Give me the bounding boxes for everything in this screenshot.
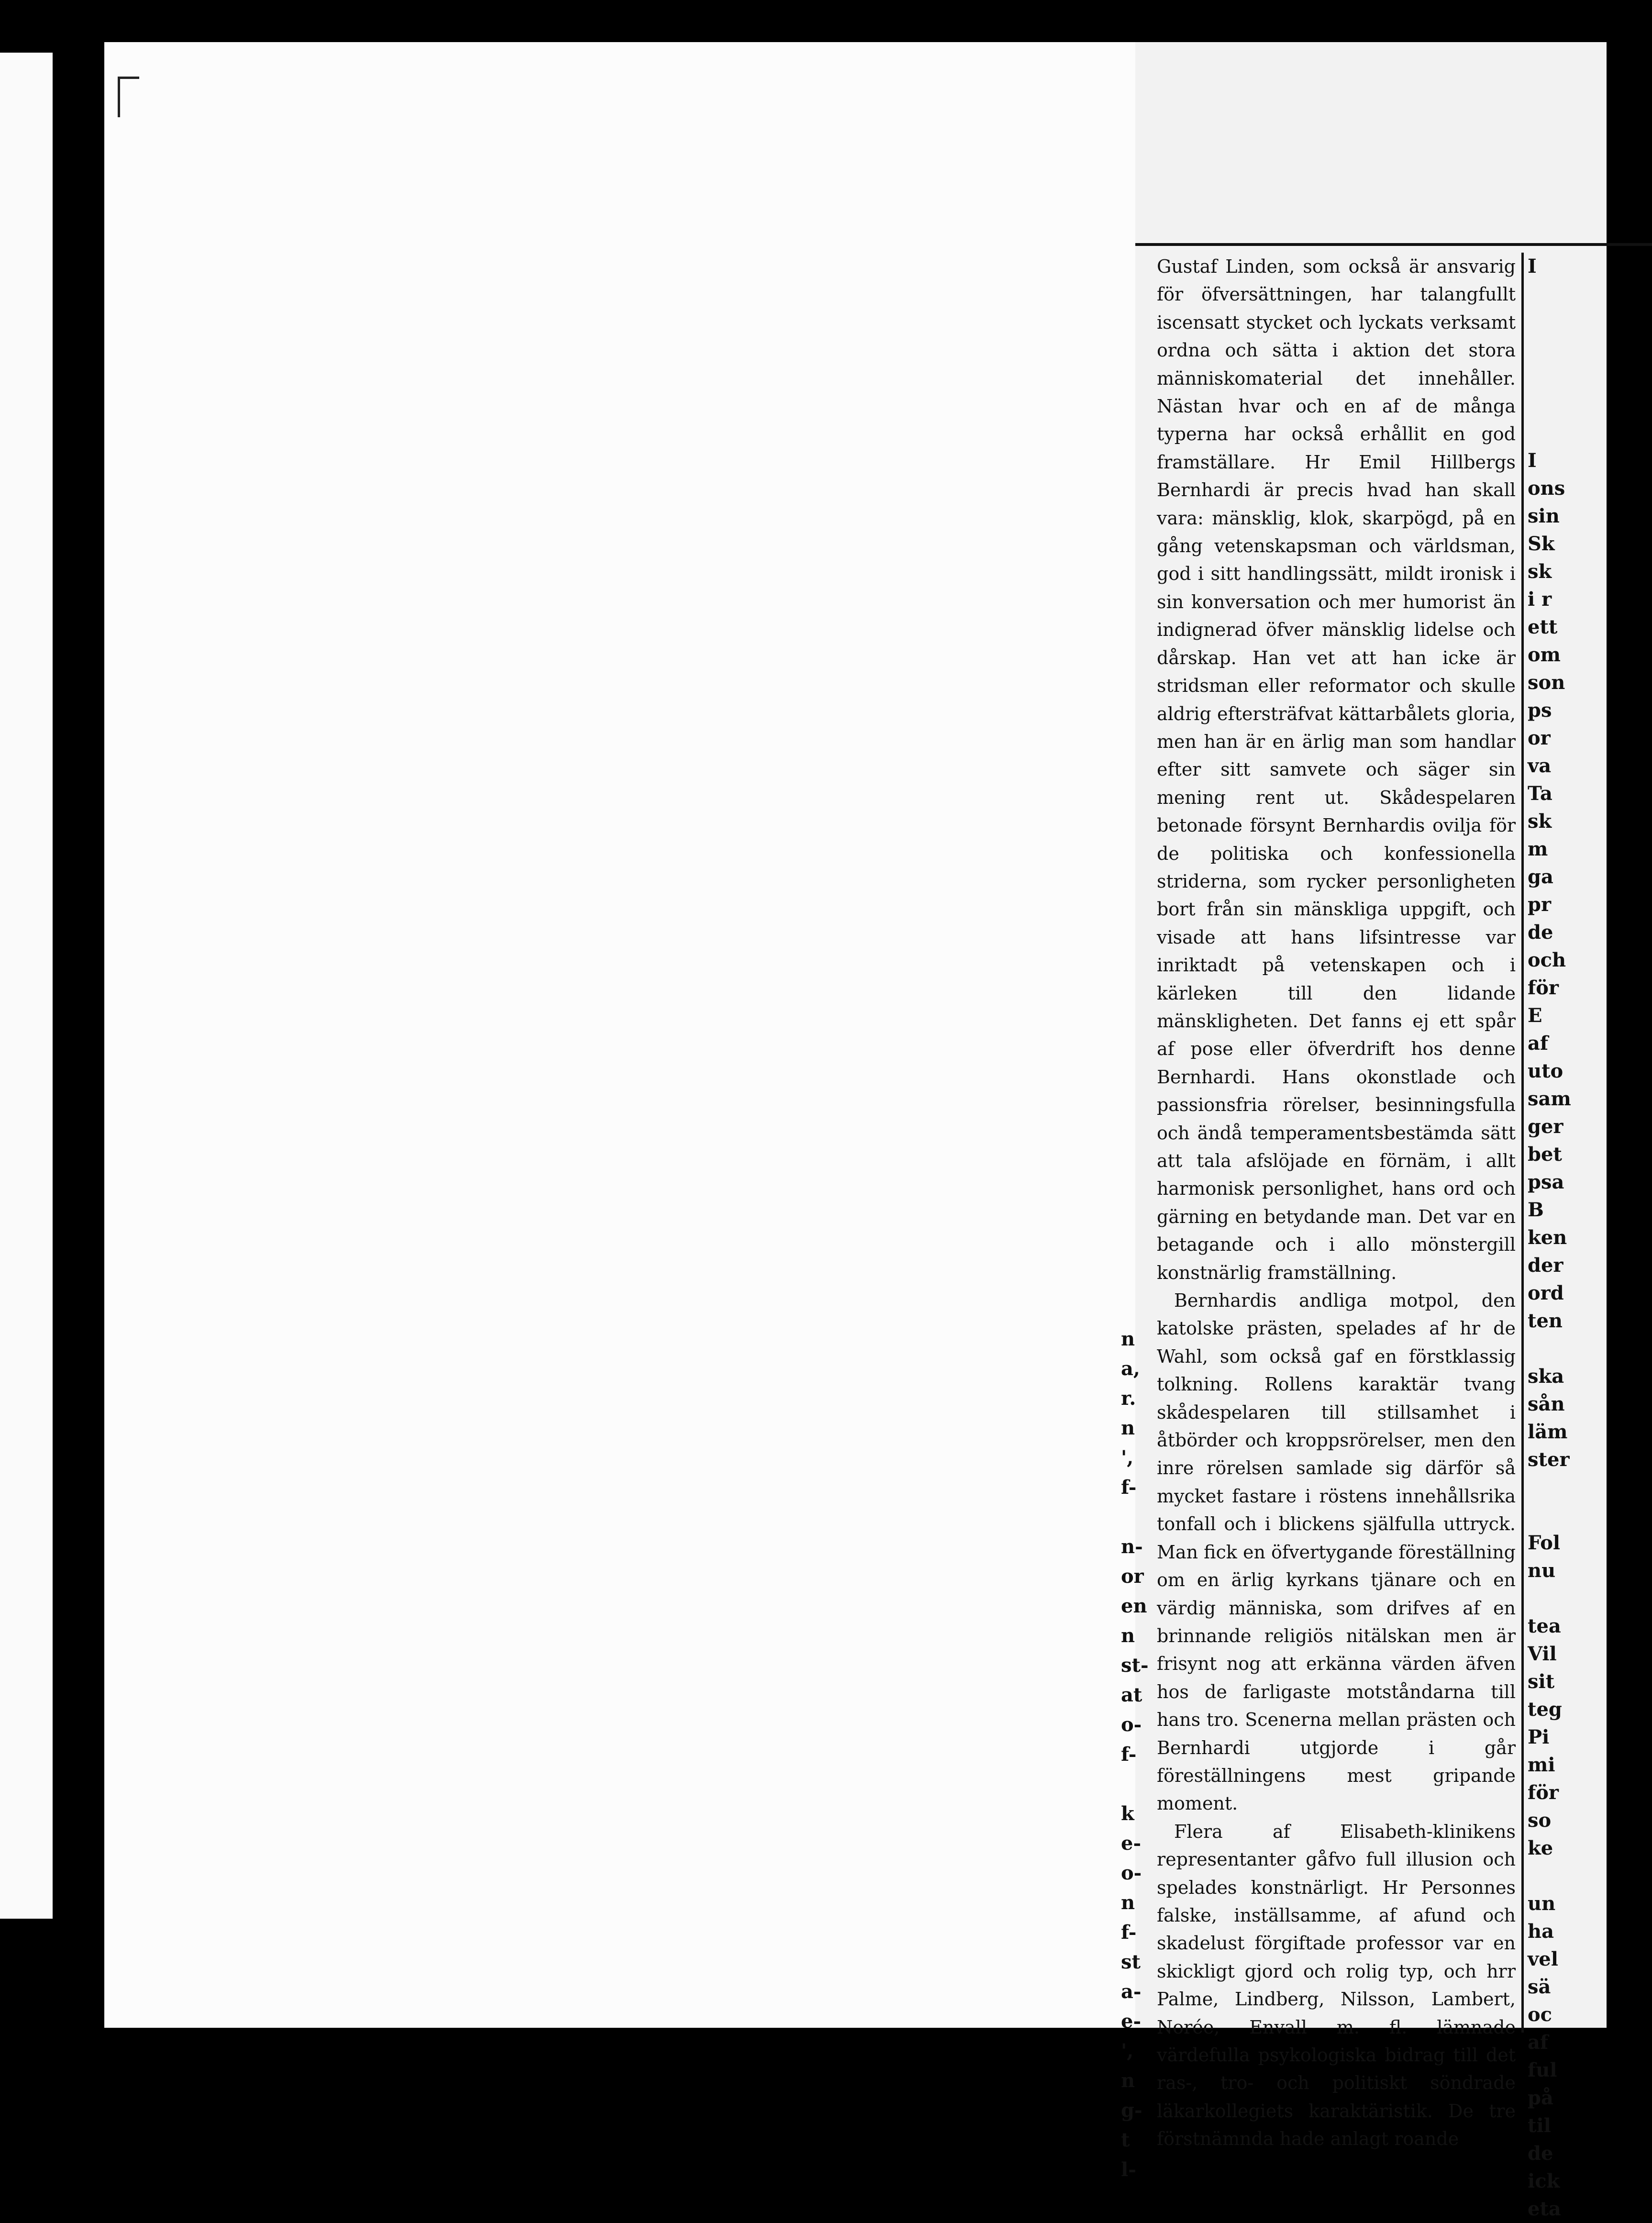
- right-fragment-line: eta: [1528, 2198, 1561, 2220]
- left-column-fragment: [1121, 1324, 1150, 2181]
- left-fragment-line: g-: [1121, 2099, 1142, 2122]
- right-fragment-line: sit: [1528, 1670, 1555, 1693]
- right-fragment-line: [1528, 280, 1590, 308]
- right-fragment-line: der: [1528, 1254, 1563, 1277]
- right-fragment-line: psa: [1528, 1171, 1564, 1193]
- right-fragment-line: ger: [1528, 1115, 1563, 1138]
- left-fragment-line: ',: [1121, 2040, 1134, 2062]
- right-fragment-line: ga: [1528, 866, 1553, 888]
- right-fragment-line: [1528, 391, 1590, 419]
- right-fragment-line: för: [1528, 977, 1559, 999]
- right-fragment-line: I: [1528, 255, 1537, 278]
- left-fragment-line: f-: [1121, 1743, 1137, 1766]
- right-fragment-line: va: [1528, 755, 1552, 777]
- adjacent-sheet-edge: [0, 53, 53, 1919]
- right-fragment-line: ful: [1528, 2059, 1557, 2081]
- right-fragment-line: i r: [1528, 588, 1552, 611]
- right-fragment-line: teg: [1528, 1698, 1562, 1721]
- right-fragment-line: af: [1528, 1032, 1549, 1055]
- left-fragment-line: e-: [1121, 2010, 1142, 2033]
- right-fragment-line: vel: [1528, 1948, 1558, 1970]
- right-fragment-line: ord: [1528, 1282, 1564, 1304]
- right-fragment-line: ons: [1528, 477, 1565, 500]
- left-fragment-line: st-: [1121, 1654, 1149, 1677]
- article-paragraph-1: Gustaf Linden, som också är ansvarig för öfversättningen, har talangfullt iscensatt stycket och lyckats verksamt ordna och sätta i aktion det stora människomaterial det innehåller. Nästan hvar och en af de många typerna har också erhållit en god framställare. Hr Emil Hillbergs Bernhardi är precis hvad han skall vara: mänsklig, klok, skarpögd, på en gång vetenskapsman och världsman, god i sitt handlingssätt, mildt ironisk i sin konversation och mer humorist än indignerad öfver mänsklig lidelse och dårskap. Han vet att han icke är stridsman eller reformator och skulle aldrig eftersträfvat kättarbålets gloria, men han är en ärlig man som handlar efter sitt samvete och säger sin mening rent ut. Skådespelaren betonade försynt Bernhardis ovilja för de politiska och konfessionella striderna, som rycker personligheten bort från sin mänskliga uppgift, och visade att hans lifsintresse var inriktadt på vetenskapen och i kärleken till den lidande mänskligheten. Det fanns ej ett spår af pose eller öfverdrift hos denne Bernhardi. Hans okonstlade och passionsfria rörelser, besinningsfulla och ändå temperamentsbestämda sätt att tala afslöjade en förnäm, i allt harmonisk personlighet, hans ord och gärning en betydande man. Det var en betagande och i allo mönstergill konstnärlig framställning.: [1157, 256, 1516, 1283]
- left-fragment-line: [1121, 1769, 1150, 1799]
- left-fragment-line: f-: [1121, 1476, 1137, 1499]
- article-column: [1157, 253, 1524, 2150]
- right-fragment-line: sä: [1528, 1976, 1551, 1998]
- left-fragment-line: a-: [1121, 1980, 1142, 2003]
- right-fragment-line: [1528, 308, 1590, 336]
- right-fragment-line: Vil: [1528, 1643, 1557, 1665]
- right-fragment-line: sin: [1528, 505, 1560, 527]
- left-fragment-line: a,: [1121, 1357, 1140, 1380]
- right-fragment-line: sån: [1528, 1393, 1565, 1415]
- right-fragment-line: mi: [1528, 1754, 1555, 1776]
- left-fragment-line: n: [1121, 2069, 1135, 2092]
- left-fragment-line: ',: [1121, 1446, 1134, 1469]
- article-paragraph-2: Bernhardis andliga motpol, den katolske prästen, spelades af hr de Wahl, som också gaf en förstklassig tolkning. Rollens karaktär tvang skådespelaren till stillsamhet i åtbörder och kroppsrörelser, men den inre rörelsen samlade sig därför så mycket fastare i röstens innehållsrika tonfall och i blickens själfulla uttryck. Man fick en öfvertygande föreställning om en ärlig kyrkans tjänare och en värdig människa, som drifves af en brinnande religiös nitälskan men är frisynt nog att erkänna värden äfven hos de farligaste motståndarna till hans tro. Scenerna mellan prästen och Bernhardi utgjorde i går föreställningens mest gripande moment.: [1157, 1290, 1516, 1814]
- right-column-fragment: [1528, 253, 1590, 2220]
- left-fragment-line: n: [1121, 1891, 1135, 1914]
- right-fragment-line: om: [1528, 644, 1561, 666]
- right-fragment-line: [1528, 1501, 1590, 1529]
- right-fragment-line: ett: [1528, 616, 1558, 638]
- left-fragment-line: o-: [1121, 1862, 1142, 1884]
- right-fragment-line: B: [1528, 1199, 1544, 1221]
- left-fragment-line: st: [1121, 1951, 1141, 1973]
- column-top-rule: [1135, 243, 1652, 246]
- right-fragment-line: tea: [1528, 1615, 1561, 1637]
- left-fragment-line: en: [1121, 1595, 1147, 1617]
- right-fragment-line: [1528, 1585, 1590, 1612]
- left-fragment-line: k: [1121, 1802, 1134, 1825]
- scanned-page: [104, 42, 1607, 2220]
- article-paragraph-3: Flera af Elisabeth-klinikens representanter gåfvo full illusion och spelades konstnärligt. Hr Personnes falske, inställsamme, af afund och skadelust förgiftade professor var en skickligt gjord och rolig typ, och hrr Palme, Lindberg, Nilsson, Lambert, Norée, Envall m. fl. lämnade värdefulla psykologiska bidrag till det ras-, tro- och politiskt söndrade läkarkollegiets karaktäristik. De tre förstnämnda hade anlagt roande: [1157, 1821, 1516, 2150]
- right-fragment-line: un: [1528, 1892, 1556, 1915]
- right-fragment-line: bet: [1528, 1143, 1562, 1166]
- left-fragment-line: l-: [1121, 2158, 1136, 2181]
- right-fragment-line: I: [1528, 449, 1537, 472]
- right-fragment-line: sam: [1528, 1088, 1571, 1110]
- right-fragment-line: ster: [1528, 1448, 1570, 1471]
- right-fragment-line: son: [1528, 671, 1565, 694]
- right-fragment-line: til: [1528, 2114, 1551, 2137]
- crop-mark: [118, 77, 139, 117]
- right-fragment-line: af: [1528, 2031, 1549, 2054]
- right-fragment-line: m: [1528, 838, 1548, 860]
- right-fragment-line: Pi: [1528, 1726, 1550, 1748]
- right-fragment-line: Fol: [1528, 1532, 1561, 1554]
- left-fragment-line: n-: [1121, 1535, 1143, 1558]
- right-fragment-line: ps: [1528, 699, 1552, 722]
- right-fragment-line: [1528, 364, 1590, 391]
- right-fragment-line: läm: [1528, 1421, 1568, 1443]
- left-fragment-line: n: [1121, 1328, 1135, 1350]
- left-fragment-line: [1121, 1502, 1150, 1532]
- right-fragment-line: Sk: [1528, 533, 1555, 555]
- right-fragment-line: [1528, 1474, 1590, 1501]
- right-fragment-line: uto: [1528, 1060, 1563, 1082]
- right-fragment-line: ha: [1528, 1920, 1554, 1943]
- right-fragment-line: pr: [1528, 893, 1552, 916]
- right-fragment-line: nu: [1528, 1559, 1556, 1582]
- right-fragment-line: so: [1528, 1809, 1552, 1832]
- right-fragment-line: [1528, 336, 1590, 364]
- left-fragment-line: n: [1121, 1417, 1135, 1439]
- left-fragment-line: r.: [1121, 1387, 1136, 1410]
- right-fragment-line: Ta: [1528, 782, 1552, 805]
- right-fragment-line: ken: [1528, 1226, 1567, 1249]
- right-fragment-line: [1528, 419, 1590, 447]
- left-fragment-line: o-: [1121, 1713, 1142, 1736]
- right-fragment-line: sk: [1528, 560, 1552, 583]
- right-fragment-line: sk: [1528, 810, 1552, 833]
- right-fragment-line: [1528, 1335, 1590, 1363]
- left-fragment-line: n: [1121, 1624, 1135, 1647]
- right-fragment-line: och: [1528, 949, 1566, 971]
- right-fragment-line: de: [1528, 2142, 1553, 2165]
- right-fragment-line: [1528, 1862, 1590, 1890]
- right-fragment-line: oc: [1528, 2003, 1552, 2026]
- right-fragment-line: för: [1528, 1781, 1559, 1804]
- left-fragment-line: or: [1121, 1565, 1144, 1588]
- left-fragment-line: at: [1121, 1684, 1142, 1706]
- right-fragment-line: ick: [1528, 2170, 1560, 2192]
- left-fragment-line: f-: [1121, 1921, 1137, 1944]
- right-fragment-line: E: [1528, 1004, 1542, 1027]
- right-fragment-line: or: [1528, 727, 1551, 749]
- right-fragment-line: de: [1528, 921, 1553, 944]
- right-fragment-line: på: [1528, 2087, 1553, 2109]
- right-fragment-line: ten: [1528, 1310, 1563, 1332]
- right-fragment-line: ke: [1528, 1837, 1553, 1859]
- left-fragment-line: e-: [1121, 1832, 1142, 1855]
- left-fragment-line: t: [1121, 2129, 1130, 2151]
- right-fragment-line: ska: [1528, 1365, 1564, 1388]
